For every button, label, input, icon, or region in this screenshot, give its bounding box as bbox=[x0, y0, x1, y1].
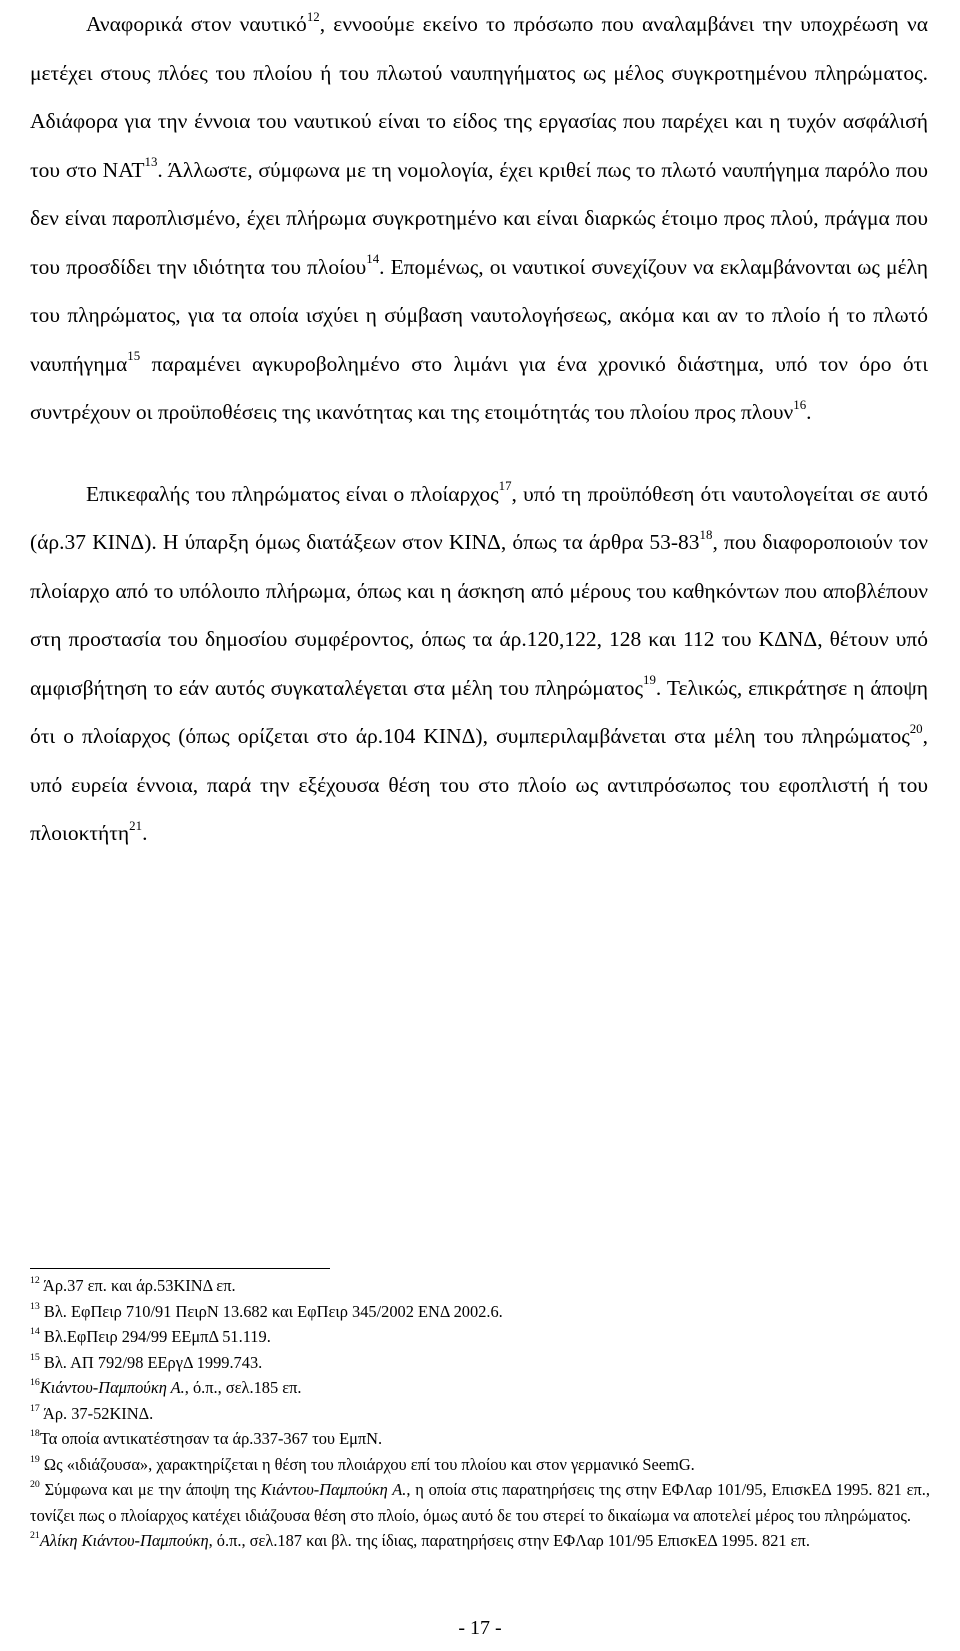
text-run: Σύμφωνα και με την άποψη της bbox=[39, 1480, 261, 1499]
text-run: . bbox=[142, 821, 148, 845]
text-run: . bbox=[806, 400, 812, 424]
paragraph bbox=[30, 0, 928, 437]
footnote bbox=[30, 1426, 930, 1452]
footnote-ref: 12 bbox=[30, 1275, 40, 1287]
text-run: , η οποία στις παρατηρήσεις της στην ΕΦΛαρ 101/95, ΕπισκΕΔ 1995. 821 επ., τονίζει πως ο πλοίαρχος κατέχει ιδιάζουσα θέση στο πλοίο, όμως αυτό δε του στερεί το δικαίωμα να αποτελεί μέρος του πληρώματος. bbox=[30, 1480, 931, 1525]
footnote-ref: 20 bbox=[30, 1479, 40, 1491]
text-run: Άρ. 37-52ΚΙΝΔ. bbox=[39, 1403, 154, 1423]
footnote-ref: 13 bbox=[144, 155, 158, 170]
footnote-ref: 12 bbox=[306, 9, 320, 24]
text-run: . Άλλωστε, σύμφωνα με τη νομολογία, έχει κριθεί πως το πλωτό ναυπήγημα παρόλο που δεν είναι παροπλισμένο, έχει πλήρωμα συγκροτημένο και είναι διαρκώς έτοιμο προς πλού, πράγμα που του προσδίδει την ιδιότητα του πλοίου bbox=[30, 157, 928, 279]
footnotes bbox=[30, 1273, 930, 1554]
footnote-ref: 16 bbox=[793, 397, 807, 412]
footnote bbox=[30, 1350, 930, 1376]
footnote-ref: 18 bbox=[699, 527, 713, 542]
text-run: . Τελικώς, επικράτησε η άποψη ότι ο πλοίαρχος (όπως ορίζεται στο άρ.104 ΚΙΝΔ), συμπεριλαμβάνεται στα μέλη του πληρώματος bbox=[30, 675, 928, 748]
page-number: - 17 - bbox=[458, 1617, 502, 1639]
text-run: Βλ. ΕφΠειρ 710/91 ΠειρΝ 13.682 και ΕφΠειρ 345/2002 ΕΝΔ 2002.6. bbox=[39, 1301, 503, 1321]
italic-text: Αλίκη Κιάντου-Παμπούκη bbox=[39, 1531, 209, 1550]
footnote bbox=[30, 1401, 930, 1427]
text-run: , υπό τη προϋπόθεση ότι ναυτολογείται σε αυτό (άρ.37 ΚΙΝΔ). Η ύπαρξη όμως διατάξεων στον ΚΙΝΔ, όπως τα άρθρα 53-83 bbox=[30, 481, 928, 554]
paragraph bbox=[30, 470, 928, 858]
footnote-ref: 17 bbox=[498, 479, 512, 494]
footnote-ref: 14 bbox=[30, 1326, 40, 1338]
footnote bbox=[30, 1299, 930, 1325]
text-run: , που διαφοροποιούν τον πλοίαρχο από το υπόλοιπο πλήρωμα, όπως και η άσκηση από μέρους του καθηκόντων που αποβλέπουν στη προστασία του δημοσίου συμφέροντος, όπως τα άρ.120,122, 128 και 112 του ΚΔΝΔ, θέτουν υπό αμφισβήτηση το εάν αυτός συγκαταλέγεται στα μέλη του πληρώματος bbox=[30, 530, 928, 700]
footnote-ref: 19 bbox=[30, 1453, 40, 1465]
footnote-ref: 21 bbox=[30, 1530, 40, 1542]
text-run: Επικεφαλής του πληρώματος είναι ο πλοίαρχος bbox=[86, 481, 499, 506]
footnote-ref: 16 bbox=[30, 1377, 40, 1389]
text-run: , ό.π., σελ.185 επ. bbox=[184, 1378, 302, 1397]
body-text bbox=[30, 0, 928, 858]
footnote-ref: 17 bbox=[30, 1402, 40, 1414]
footnote-ref: 14 bbox=[366, 252, 380, 267]
footnote bbox=[30, 1452, 930, 1478]
text-run: Άρ.37 επ. και άρ.53ΚΙΝΔ επ. bbox=[39, 1276, 236, 1295]
footnote-ref: 19 bbox=[643, 673, 656, 688]
footnote bbox=[30, 1528, 930, 1554]
text-run: Βλ. ΑΠ 792/98 ΕΕργΔ 1999.743. bbox=[39, 1352, 263, 1372]
text-run: Βλ.ΕφΠειρ 294/99 ΕΕμπΔ 51.119. bbox=[39, 1327, 271, 1346]
text-run: . Επομένως, οι ναυτικοί συνεχίζουν να εκλαμβάνονται ως μέλη του πληρώματος, για τα οποία ισχύει η σύμβαση ναυτολογήσεως, ακόμα και αν το πλοίο ή το πλωτό ναυπήγημα bbox=[30, 254, 929, 376]
footnote bbox=[30, 1324, 930, 1350]
footnote-ref: 20 bbox=[909, 721, 923, 736]
text-run: , εννοούμε εκείνο το πρόσωπο που αναλαμβάνει την υποχρέωση να μετέχει στους πλόες του πλοίου ή του πλωτού ναυπηγήματος ως μέλος συγκροτημένου πληρώματος. Αδιάφορα για την έννοια του ναυτικού είναι το είδος της εργασίας που παρέχει και η τυχόν ασφάλισή του στο ΝΑΤ bbox=[30, 12, 928, 182]
footnote-ref: 15 bbox=[127, 349, 141, 364]
text-run: Αναφορικά στον ναυτικό bbox=[86, 12, 307, 36]
italic-text: Κιάντου-Παμπούκη Α. bbox=[39, 1378, 185, 1397]
text-run: Τα οποία αντικατέστησαν τα άρ.337-367 του ΕμπΝ. bbox=[39, 1429, 383, 1448]
footnote-ref: 13 bbox=[30, 1300, 40, 1312]
footnote bbox=[30, 1477, 930, 1528]
text-run: παραμένει αγκυροβολημένο στο λιμάνι για ένα χρονικό διάστημα, υπό τον όρο ότι συντρέχουν οι προϋποθέσεις της ικανότητας και της ετοιμότητάς του πλοίου προς πλουν bbox=[30, 351, 928, 424]
text-run: , ό.π., σελ.187 και βλ. της ίδιας, παρατηρήσεις στην ΕΦΛαρ 101/95 ΕπισκΕΔ 1995. 821 επ. bbox=[208, 1531, 810, 1550]
footnote bbox=[30, 1375, 930, 1401]
footnote-separator bbox=[30, 1268, 330, 1269]
text-run: , υπό ευρεία έννοια, παρά την εξέχουσα θέση του στο πλοίο ως αντιπρόσωπος του εφοπλιστή ή του πλοιοκτήτη bbox=[30, 724, 928, 845]
footnote-ref: 21 bbox=[129, 818, 143, 833]
text-run: Ως «ιδιάζουσα», χαρακτηρίζεται η θέση του πλοιάρχου επί του πλοίου και στον γερμανικό SeemG. bbox=[39, 1454, 695, 1474]
footnote bbox=[30, 1273, 930, 1299]
footnote-ref: 18 bbox=[30, 1428, 40, 1440]
italic-text: Κιάντου-Παμπούκη Α. bbox=[260, 1480, 407, 1499]
footnote-ref: 15 bbox=[30, 1351, 40, 1363]
